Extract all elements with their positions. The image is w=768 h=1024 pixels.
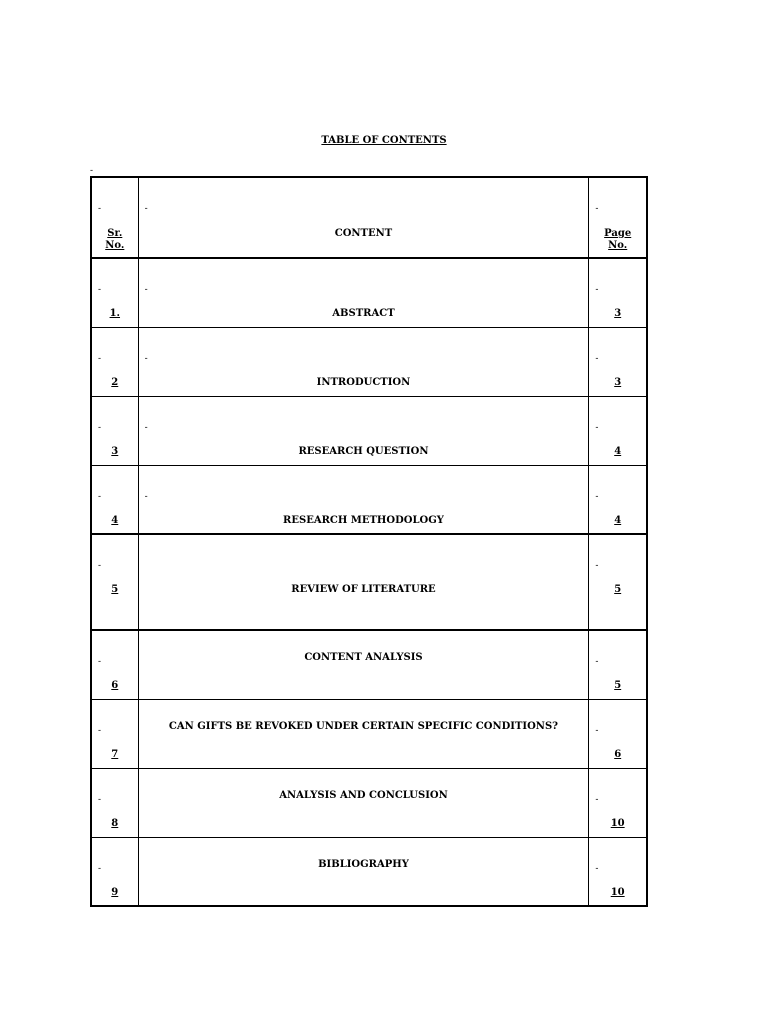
header-page-cell bbox=[589, 177, 647, 258]
row-page: 10 bbox=[610, 886, 625, 898]
row-content: CAN GIFTS BE REVOKED UNDER CERTAIN SPECIFIC CONDITIONS? bbox=[168, 720, 559, 732]
cell-mark: - bbox=[595, 353, 599, 364]
cell-mark: - bbox=[98, 204, 102, 214]
header-content-cell bbox=[138, 177, 589, 258]
row-sr: 7 bbox=[111, 748, 119, 760]
row-content: CONTENT ANALYSIS bbox=[304, 652, 423, 663]
row-sr: 6 bbox=[111, 680, 119, 691]
cell-mark: - bbox=[595, 725, 599, 736]
toc-table bbox=[90, 176, 648, 907]
row-content: RESEARCH QUESTION bbox=[298, 445, 429, 457]
cell-mark: - bbox=[98, 561, 102, 571]
cell-mark: - bbox=[595, 491, 599, 502]
cell-mark: - bbox=[144, 353, 148, 364]
table-row bbox=[91, 534, 647, 630]
row-sr: 2 bbox=[111, 376, 119, 388]
header-sr-label: Sr. bbox=[107, 228, 123, 239]
cell-mark: - bbox=[98, 353, 102, 364]
row-page: 5 bbox=[614, 680, 622, 691]
cell-mark: - bbox=[98, 863, 102, 874]
cell-mark: - bbox=[595, 285, 599, 295]
row-content: ABSTRACT bbox=[332, 308, 395, 319]
cell-mark: - bbox=[595, 561, 599, 571]
row-page: 3 bbox=[614, 308, 622, 319]
row-sr: 9 bbox=[111, 886, 119, 898]
row-content: RESEARCH METHODOLOGY bbox=[283, 514, 444, 526]
row-page: 4 bbox=[614, 445, 622, 457]
cell-mark: - bbox=[595, 863, 599, 874]
header-sr-cell bbox=[91, 177, 138, 258]
page-title: TABLE OF CONTENTS bbox=[321, 135, 447, 146]
cell-mark: - bbox=[98, 794, 102, 805]
row-page: 5 bbox=[614, 584, 622, 595]
row-content: REVIEW OF LITERATURE bbox=[291, 584, 436, 595]
row-sr: 5 bbox=[111, 584, 119, 595]
header-content-label: CONTENT bbox=[334, 228, 393, 239]
header-no-label: No. bbox=[105, 240, 125, 251]
cell-mark: - bbox=[98, 285, 102, 295]
row-page: 10 bbox=[610, 817, 625, 829]
row-sr: 4 bbox=[111, 514, 119, 526]
cell-mark: - bbox=[144, 285, 148, 295]
table-row bbox=[91, 396, 647, 465]
cell-mark: - bbox=[595, 422, 599, 433]
stray-mark: - bbox=[90, 166, 94, 176]
row-content: BIBLIOGRAPHY bbox=[318, 858, 409, 870]
cell-mark: - bbox=[98, 422, 102, 433]
table-row bbox=[91, 258, 647, 327]
row-content: ANALYSIS AND CONCLUSION bbox=[279, 789, 448, 801]
cell-mark: - bbox=[144, 204, 148, 214]
table-row bbox=[91, 327, 647, 396]
table-header-row bbox=[91, 177, 647, 258]
cell-mark: - bbox=[595, 794, 599, 805]
cell-mark: - bbox=[144, 422, 148, 433]
table-row bbox=[91, 768, 647, 837]
row-sr: 1. bbox=[109, 308, 121, 319]
cell-mark: - bbox=[98, 725, 102, 736]
table-row bbox=[91, 630, 647, 699]
cell-mark: - bbox=[144, 491, 148, 502]
row-sr: 3 bbox=[111, 445, 119, 457]
table-row bbox=[91, 699, 647, 768]
cell-mark: - bbox=[98, 657, 102, 667]
row-page: 4 bbox=[614, 514, 622, 526]
row-sr: 8 bbox=[111, 817, 119, 829]
table-row bbox=[91, 837, 647, 906]
table-row bbox=[91, 465, 647, 534]
header-page-label: Page bbox=[604, 228, 632, 239]
header-page-no-label: No. bbox=[608, 240, 628, 251]
cell-mark: - bbox=[595, 204, 599, 214]
cell-mark: - bbox=[98, 491, 102, 502]
row-content: INTRODUCTION bbox=[316, 376, 411, 388]
cell-mark: - bbox=[595, 657, 599, 667]
row-page: 6 bbox=[614, 748, 622, 760]
row-page: 3 bbox=[614, 376, 622, 388]
